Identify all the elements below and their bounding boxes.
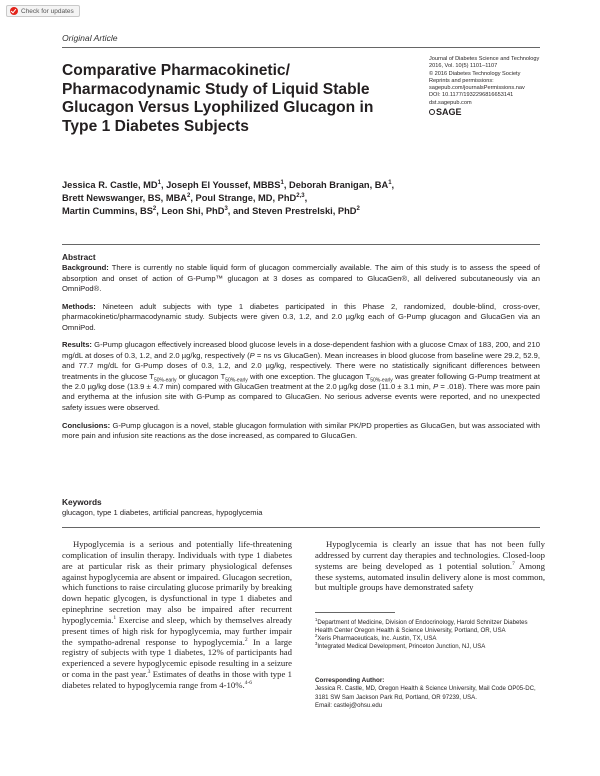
author-name: Martin Cummins, BS [62, 206, 153, 217]
author-affiliation: 2 [152, 206, 157, 213]
author-name: Brett Newswanger, BS, MBA [62, 193, 188, 204]
abstract-conclusions: Conclusions: G-Pump glucagon is a novel, stable glucagon formulation with similar PK/PD properties as GlucaGen, but was associated with more pain and infusion site reactions as the dose increased, as compared to GlucaGen. [62, 420, 540, 440]
keywords-list: glucagon, type 1 diabetes, artificial pancreas, hypoglycemia [62, 508, 263, 518]
body-paragraph: Hypoglycemia is clearly an issue that has not been fully addressed by current day therapies and technologies. Closed-loop systems are being developed as 1 potential solution.$^7$ Among these systems, automated insulin delivery alone is most common, but multiple groups have demonstrated safety [315, 539, 545, 593]
citation[interactable]: 3 [147, 669, 151, 676]
author-name: Leon Shi, PhD [161, 206, 225, 217]
citation[interactable]: 2 [244, 636, 248, 643]
abstract-heading: Abstract [62, 252, 96, 262]
author-affiliation: 1 [280, 179, 284, 186]
publisher-name: SAGE [436, 107, 462, 118]
body-column-left [62, 539, 292, 691]
author-name: Steven Prestrelski, PhD [252, 206, 357, 217]
author-affiliation: 2,3 [296, 193, 305, 199]
author-affiliation: 2 [187, 193, 191, 199]
author-name: Jessica R. Castle, MD [62, 180, 158, 190]
journal-info [429, 56, 549, 117]
author-affiliation: 3 [224, 206, 228, 213]
footnote-divider [315, 612, 395, 613]
journal-site-link[interactable]: dst.sagepub.com [429, 99, 472, 106]
check-icon [10, 7, 18, 15]
body-column-right [315, 539, 545, 593]
abstract-methods: Methods: Nineteen adult subjects with type 1 diabetes participated in this Phase 2, randomized, double-blind, cross-over, pharmacokinetic/pharmacodynamic study. Subjects were given 0.3, 1.2, and 2.0 µg/kg each of G-Pump glucagon and GlucaGen via an OmniPod. [62, 301, 540, 332]
author-conjunction: and [232, 206, 250, 217]
journal-name: Journal of Diabetes Science and Technology [429, 56, 540, 62]
citation[interactable]: 4-6 [244, 680, 252, 687]
keywords-divider [62, 527, 540, 528]
author-name: Joseph El Youssef, MBBS [166, 180, 281, 190]
author-name: Poul Strange, MD, PhD [195, 193, 297, 204]
affiliations [315, 616, 545, 651]
article-doi[interactable]: DOI: 10.1177/1932296816653141 [429, 92, 514, 99]
author-affiliation: 2 [356, 206, 360, 213]
corresponding-author-email[interactable]: Email: castlej@ohsu.edu [315, 702, 383, 710]
abstract-divider [62, 244, 540, 245]
author-name: Deborah Branigan, BA [289, 180, 389, 190]
journal-reprints: Reprints and permissions: [429, 77, 494, 84]
citation[interactable]: 7 [512, 560, 515, 567]
keywords [62, 497, 540, 519]
check-for-updates-badge[interactable] [6, 5, 80, 17]
header-divider [62, 47, 540, 48]
sage-logo-icon [429, 109, 435, 115]
journal-copyright: © 2016 Diabetes Technology Society [429, 70, 521, 77]
sage-logo [429, 107, 549, 117]
corresponding-author-heading: Corresponding Author: [315, 677, 385, 684]
corresponding-author-address: Jessica R. Castle, MD, Oregon Health & Science University, Mail Code OP05-DC, 3181 SW Sam Jackson Park Rd, Portland, OR 97239, USA. [315, 685, 536, 701]
check-for-updates-label: Check for updates [21, 7, 74, 15]
keywords-heading: Keywords [62, 497, 102, 507]
article-title: Comparative Pharmacokinetic/ Pharmacodynamic Study of Liquid Stable Glucagon Versus Lyophilized Glucagon in Type 1 Diabetes Subjects [62, 62, 374, 135]
article-type: Original Article [62, 33, 118, 43]
journal-volume: 2016, Vol. 10(5) 1101–1107 [429, 63, 498, 70]
affiliation-item: $^2$Xeris Pharmaceuticals, Inc. Austin, TX, USA [315, 632, 437, 642]
affiliation-item: $^3$Integrated Medical Development, Princeton Junction, NJ, USA [315, 640, 486, 650]
author-list: Jessica R. Castle, $MD^1$, Joseph El Youssef, MBBS$^1$, Deborah Branigan, $BA^1$, Brett Newswanger, BS, MBA$^2$, Poul Strange, MD, PhD$^{2,3}$, Martin Cummins, $BS^2$, Leon Shi, PhD$^3$, and Steven Prestrelski, PhD$^2$ [62, 179, 395, 217]
affiliation-item: $^1$Department of Medicine, Division of Endocrinology, Harold Schnitzer Diabetes Health Center Oregon Health & Science University, Portland, OR, USA [315, 616, 528, 634]
author-affiliation: 1 [388, 179, 392, 186]
abstract-results: Results: G-Pump glucagon effectively increased blood glucose levels in a dose-dependent fashion with a glucose Cmax of 183, 200, and 210 mg/dL at doses of 0.3, 1.2, and 2.0 µg/kg, respectively (P = ns vs GlucaGen). Mean increases in blood glucose from baseline were 29.2, 52.9, and 77.7 mg/dL for G-Pump doses of 0.3, 1.2, and 2.0 µg/kg, respectively. There were no statistically significant differences between treatments in the glucose $T_{50\%-early}$ or glucagon $T_{50\%-early}$ with one exception. The glucagon $T_{50\%-early}$ was greater following G-Pump treatment at the 2.0 µg/kg dose (13.9 ± 4.7 min) compared with GlucaGen treatment at the 2.0 µg/kg dose (11.0 ± 3.1 min, P = .018). There was more pain and erythema at the infusion site with G-Pump as compared to GlucaGen. No serious adverse events were reported, and no unexpected safety issues were observed. [62, 340, 541, 412]
body-paragraph: Hypoglycemia is a serious and potentially life-threatening complication of insulin therapy. Individuals with type 1 diabetes are at particular risk as their primary physiological defenses against hypoglycemia are absent or impaired. Glucagon secretion, which functions to raise circulating glucose primarily by breaking down hepatic glycogen, is dysfunctional in type 1 diabetes and epinephrine secretion may also be impaired after recurrent hypoglycemia.$^1$ Exercise and sleep, which by themselves already present times of high risk for hypoglycemia, may further impair the sympatho-adrenal response to hypoglycemia.$^2$ In a large registry of subjects with type 1 diabetes, 12% of participants had experienced a severe hypoglycemic episode resulting in a seizure or coma in the past year.$^3$ Estimates of deaths in those with type 1 diabetes related to hypoglycemia range from 4-10%.$^{4-6}$ [62, 539, 292, 690]
permissions-link[interactable]: sagepub.com/journalsPermissions.nav [429, 85, 525, 92]
citation[interactable]: 1 [113, 615, 117, 622]
abstract [62, 252, 540, 449]
author-affiliation: 1 [157, 179, 161, 186]
abstract-background: Background: There is currently no stable liquid form of glucagon commercially available. The aim of this study is to assess the speed of absorption and onset of action of G-Pump™ glucagon at 3 doses as compared to GlucaGen®, all delivered subcutaneously via an OmniPod®. [62, 263, 540, 294]
corresponding-author [315, 677, 550, 711]
